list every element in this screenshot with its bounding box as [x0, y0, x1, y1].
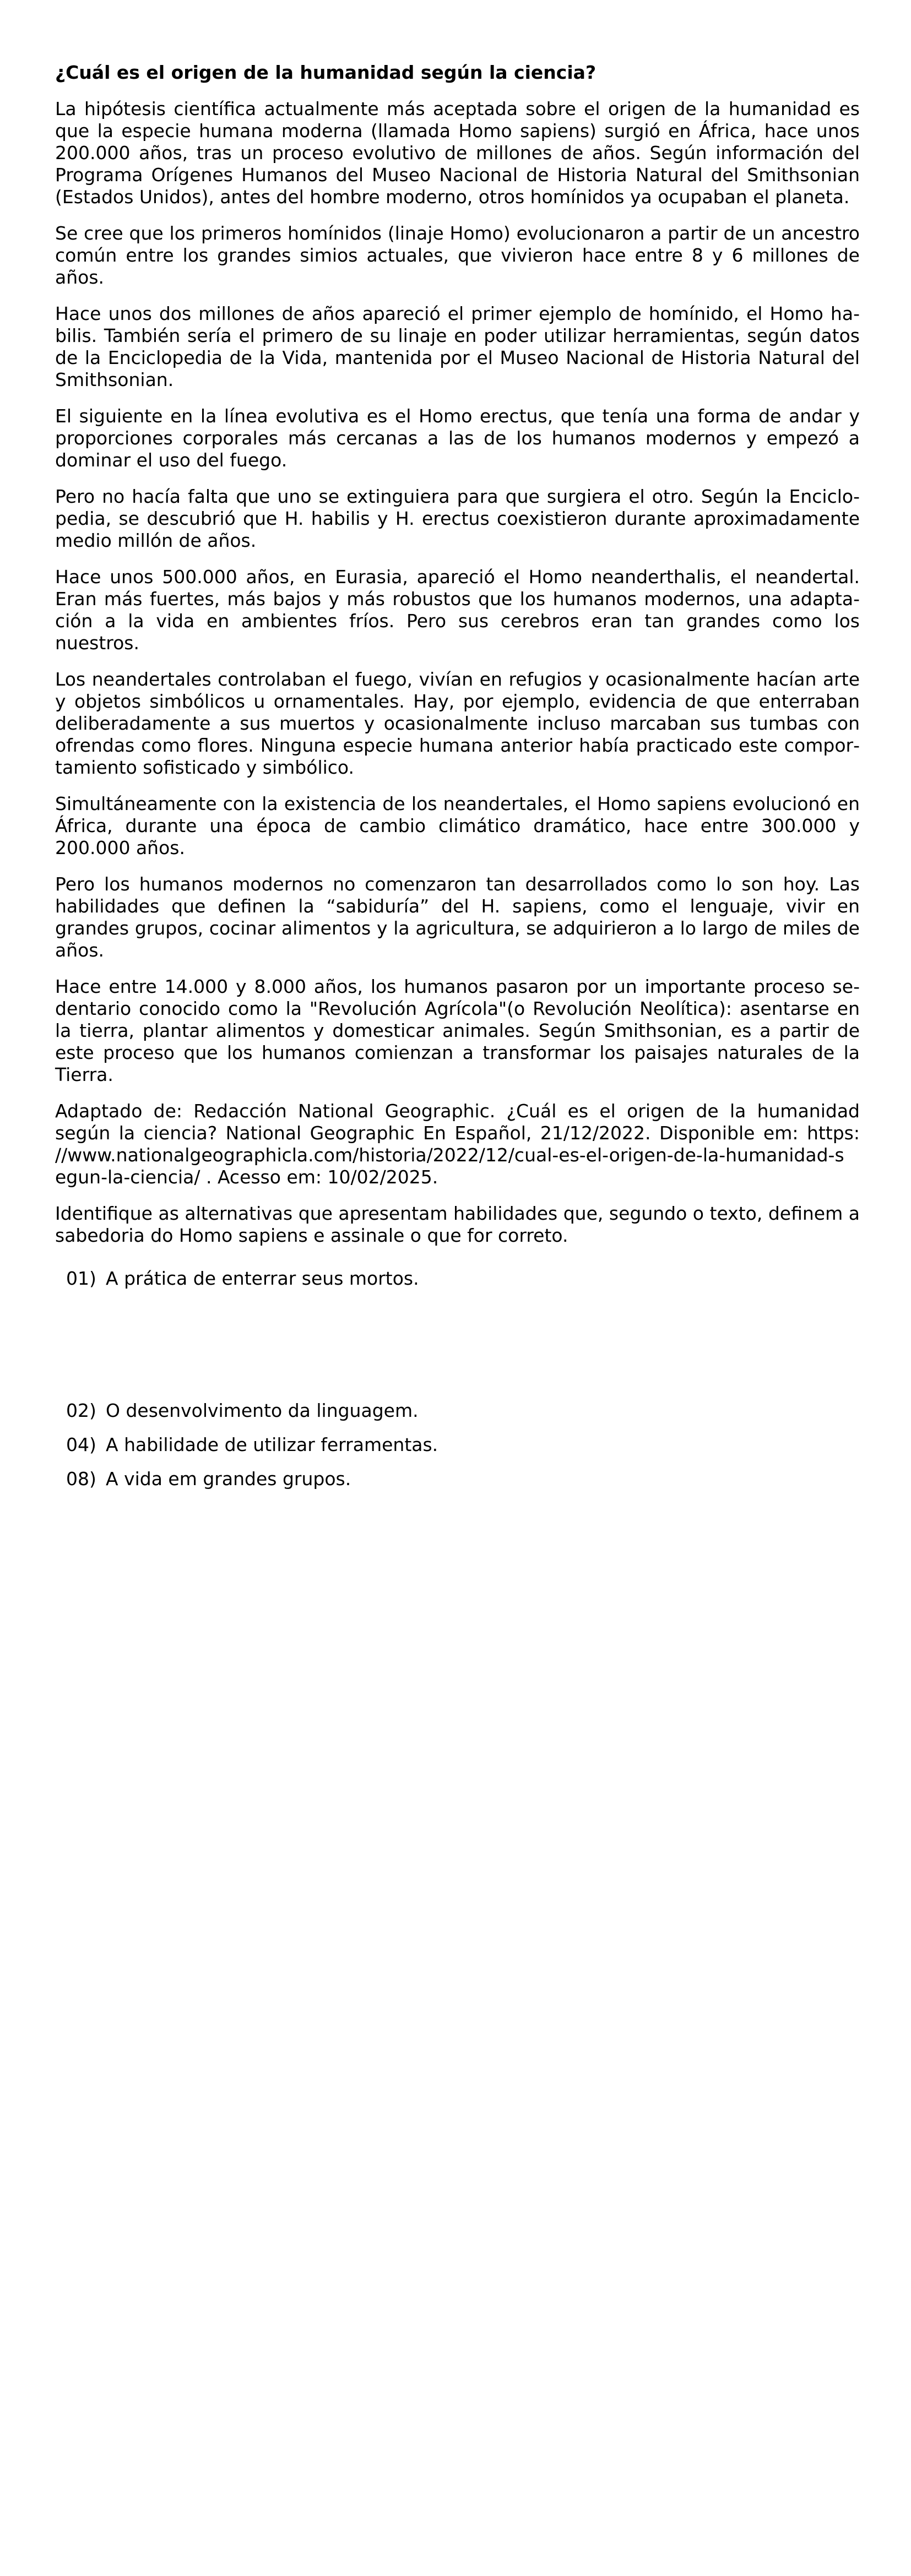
document-page — [55, 62, 860, 1502]
paragraph-neanderthal: Hace unos 500.000 años, en Eurasia, apareció el Homo neanderthalis, el neandertal. Eran más fuertes, más bajos y más robustos que los humanos modernos, una adaptación a la vida en ambientes fríos. Pero sus cerebros eran tan grandes como los nuestros. — [55, 566, 860, 654]
option-text: O desenvolvimento da linguagem. — [106, 1400, 419, 1421]
source-citation: Adaptado de: Redacción National Geographic. ¿Cuál es el origen de la humanidad según la ciencia? National Geographic En Español, 21/12/2022. Disponible em: https: //www.nationalgeographicla.com/historia/2022/12/cual-es-el-origen-de-la-humanidad-s egun-la-ciencia/ . Acesso em: 10/02/2025. — [55, 1100, 860, 1188]
paragraph-homo-habilis: Hace unos dos millones de años apareció el primer ejemplo de homínido, el Homo habilis. También sería el primero de su linaje en poder utilizar herramientas, según datos de la Enciclopedia de la Vida, mantenida por el Museo Nacional de Historia Natural del Smithsonian. — [55, 303, 860, 390]
option-text: A vida em grandes grupos. — [106, 1468, 351, 1490]
option-number: 08) — [66, 1468, 96, 1490]
paragraph-homo-sapiens: Simultáneamente con la existencia de los neandertales, el Homo sapiens evolucionó en África, durante una época de cambio climático dramático, hace entre 300.000 y 200.000 años. — [55, 793, 860, 858]
paragraph-homo-erectus: El siguiente en la línea evolutiva es el Homo erectus, que tenía una forma de andar y proporciones corporales más cercanas a las de los humanos modernos y empezó a dominar el uso del fuego. — [55, 405, 860, 471]
option-number: 01) — [66, 1268, 96, 1289]
option-text: A habilidade de utilizar ferramentas. — [106, 1434, 438, 1455]
document-title: ¿Cuál es el origen de la humanidad según la ciencia? — [55, 62, 597, 83]
option-01 — [66, 1268, 860, 1290]
paragraph-first-hominids: Se cree que los primeros homínidos (linaje Homo) evolucionaron a partir de un ancestro común entre los grandes simios actuales, que vivieron hace entre 8 y 6 millones de años. — [55, 222, 860, 288]
paragraph-coexistence: Pero no hacía falta que uno se extinguiera para que surgiera el otro. Según la Enciclopedia, se descubrió que H. habilis y H. erectus coexistieron durante aproximadamente medio millón de años. — [55, 486, 860, 551]
option-04 — [66, 1434, 860, 1456]
option-number: 02) — [66, 1400, 96, 1421]
answer-options — [66, 1268, 860, 1490]
paragraph-origin-hypothesis: La hipótesis científica actualmente más aceptada sobre el origen de la humanidad es que la especie humana moderna (llamada Homo sapiens) surgió en África, hace unos 200.000 años, tras un proceso evolutivo de millones de años. Según información del Programa Orígenes Humanos del Museo Nacional de Historia Natural del Smithsonian (Estados Unidos), antes del hombre moderno, otros homínidos ya ocupaban el planeta. — [55, 98, 860, 208]
paragraph-neanderthal-culture: Los neandertales controlaban el fuego, vivían en refugios y ocasionalmente hacían arte y objetos simbólicos u ornamentales. Hay, por ejemplo, evidencia de que enterraban deliberadamente a sus muertos y ocasionalmente incluso marcaban sus tumbas con ofrendas como flores. Ninguna especie humana anterior había practicado este comportamiento sofisticado y simbólico. — [55, 669, 860, 778]
question-prompt: Identifique as alternativas que apresentam habilidades que, segundo o texto, definem a sabedoria do Homo sapiens e assinale o que for correto. — [55, 1203, 860, 1246]
paragraph-agricultural-revolution: Hace entre 14.000 y 8.000 años, los humanos pasaron por un importante proceso sedentario conocido como la "Revolución Agrícola"(o Revolución Neolítica): asentarse en la tierra, plantar alimentos y domesticar animales. Según Smithsonian, es a partir de este proceso que los humanos comienzan a transformar los paisajes naturales de la Tierra. — [55, 976, 860, 1085]
paragraph-modern-humans: Pero los humanos modernos no comenzaron tan desarrollados como lo son hoy. Las habilidades que definen la “sabiduría” del H. sapiens, como el lenguaje, vivir en grandes grupos, cocinar alimentos y la agricultura, se adquirieron a lo largo de miles de años. — [55, 873, 860, 961]
option-text: A prática de enterrar seus mortos. — [106, 1268, 419, 1289]
option-02 — [66, 1400, 860, 1422]
option-08 — [66, 1468, 860, 1490]
option-number: 04) — [66, 1434, 96, 1455]
